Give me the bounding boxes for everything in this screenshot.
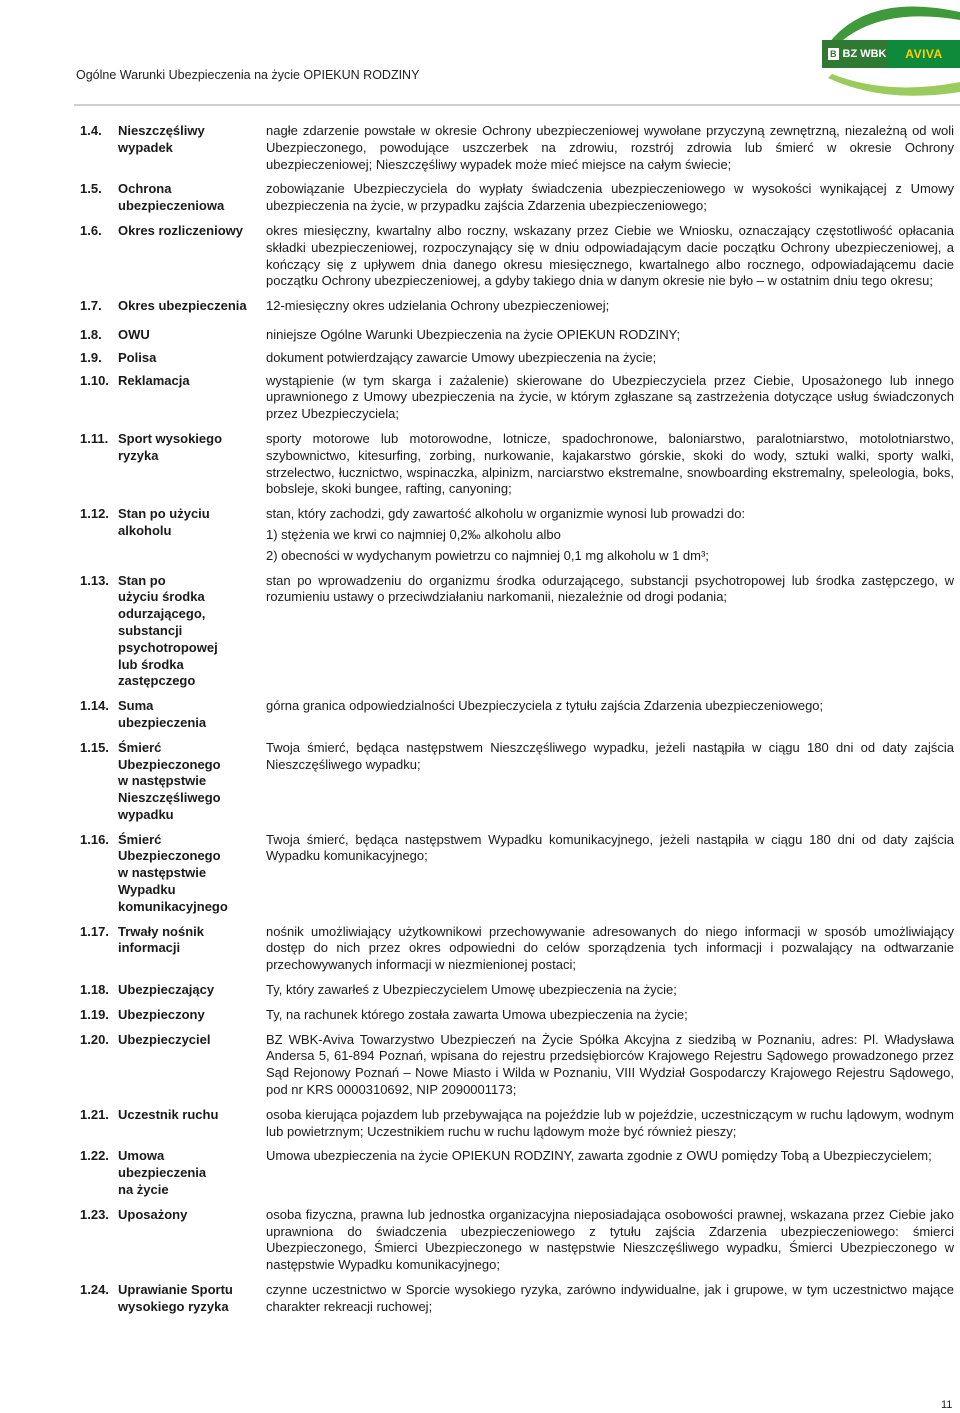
definition-description [262,832,954,916]
header-divider [74,104,960,106]
definition-term-line: Suma [118,698,154,714]
definition-term-line: Umowa [118,1148,165,1164]
definition-term [80,982,262,999]
definition-term-line: Ubezpieczonego [118,756,221,772]
definition-term [80,1148,262,1198]
definition-term [80,1107,262,1141]
definition-term-line: Uprawianie Sportu [118,1282,233,1298]
definition-row [80,1007,952,1024]
definition-row [80,1148,952,1198]
definition-text: Ty, który zawarłeś z Ubezpieczycielem Umowę ubezpieczenia na życie; [266,982,677,998]
definition-row [80,832,952,916]
definition-term-line: substancji [118,622,183,638]
definition-row [80,740,952,824]
definition-term-line: Stan po użyciu [118,506,210,522]
definition-description [262,506,954,564]
definition-text: wystąpienie (w tym skarga i zażalenie) skierowane do Ubezpieczyciela przez Ciebie, Uposażonego lub innego uprawnionego z Umowy ubezpieczenia na życie, w którym zgłaszane są zastrzeżenia dotyczące usług świadczonych przez Ubezpieczyciela; [266,372,954,422]
definition-text: nośnik umożliwiający użytkownikowi przechowywanie adresowanych do niego informacji w sposób umożliwiający dostęp do nich przez okres odpowiedni do celów sporządzenia tych informacji i pozwalający na odtwarzanie przechowywanych informacji w niezmienionej postaci; [266,923,954,973]
definition-term-line: Trwały nośnik [118,923,204,939]
definition-number: 1.21. [80,1106,109,1122]
definition-term-line: Ubezpieczonego [118,848,221,864]
definition-number: 1.17. [80,923,109,939]
definition-description [262,223,954,290]
definition-number: 1.9. [80,349,102,365]
definition-row [80,506,952,564]
definition-row [80,350,952,367]
definition-list-item: 1) stężenia we krwi co najmniej 0,2‰ alkoholu albo [266,526,561,542]
definition-text: niniejsze Ogólne Warunki Ubezpieczenia na życie OPIEKUN RODZINY; [266,326,681,342]
definition-description [262,1207,954,1274]
definition-number: 1.16. [80,831,109,847]
definition-term-line: Ubezpieczający [118,982,215,998]
definition-text: Ty, na rachunek którego została zawarta Umowa ubezpieczenia na życie; [266,1006,688,1022]
definition-term-line: psychotropowej [118,639,218,655]
definition-number: 1.10. [80,372,109,388]
definition-term-line: Śmierć [118,831,162,847]
definition-row [80,1282,952,1316]
bz-mark-icon: B [830,49,837,59]
definition-term [80,573,262,691]
definition-text: zobowiązanie Ubezpieczyciela do wypłaty świadczenia ubezpieczeniowego w wysokości wynikającej z Umowy ubezpieczenia na życie, w przypadku zajścia Zdarzenia ubezpieczeniowego; [266,181,954,214]
definition-text: górna granica odpowiedzialności Ubezpieczyciela z tytułu zajścia Zdarzenia ubezpieczeniowego; [266,698,824,714]
definition-description [262,350,954,367]
definition-term-line: informacji [118,940,181,956]
definition-number: 1.4. [80,123,102,138]
definition-text: Twoja śmierć, będąca następstwem Wypadku komunikacyjnego, jeżeli nastąpiła w ciągu 180 dni od daty zajścia Wypadku komunikacyjnego; [266,831,954,864]
definition-term-line: ubezpieczeniowa [118,198,225,214]
definition-row [80,373,952,423]
aviva-logo [888,40,960,68]
bzwbk-aviva-logo [808,0,960,100]
definition-term-line: alkoholu [118,522,172,538]
definition-description [262,298,954,315]
document-title: Ogólne Warunki Ubezpieczenia na życie OPIEKUN RODZINY [76,68,420,82]
definition-text: nagłe zdarzenie powstałe w okresie Ochrony ubezpieczeniowej wywołane przyczyną zewnętrzną, niezależną od woli Ubezpieczonego, powodujące uszczerbek na zdrowiu, rozstrój zdrowia lub śmierć w okresie Ochrony ubezpieczeniowej; Nieszczęśliwy wypadek może mieć miejsce na całym świecie; [266,123,954,172]
definition-row [80,431,952,498]
definition-term [80,327,262,344]
definition-row [80,327,952,344]
definition-number: 1.5. [80,181,102,197]
definition-number: 1.8. [80,326,102,342]
definition-row [80,1207,952,1274]
definition-description [262,123,954,173]
definition-term [80,298,262,315]
definition-description [262,1107,954,1141]
definition-term-line: Sport wysokiego [118,430,223,446]
definition-term-line: Ubezpieczony [118,1006,205,1022]
definition-number: 1.18. [80,982,109,998]
definition-row [80,298,952,315]
definition-description [262,982,954,999]
definition-term-line: Nieszczęśliwy [118,123,205,138]
definition-term-line: odurzającego, [118,606,206,622]
definition-text: Twoja śmierć, będąca następstwem Nieszczęśliwego wypadku, jeżeli nastąpiła w ciągu 180 dni od daty zajścia Nieszczęśliwego wypadku; [266,739,954,772]
definition-description [262,573,954,691]
definition-text: czynne uczestnictwo w Sporcie wysokiego ryzyka, zarówno indywidualne, jak i grupowe, w tym uczestnictwo mające charakter rekreacji ruchowej; [266,1282,954,1314]
definition-term [80,1207,262,1274]
definition-term-line: ubezpieczenia [118,1165,207,1181]
definition-row [80,982,952,999]
definition-row [80,698,952,732]
definition-term [80,1032,262,1099]
definition-description [262,924,954,974]
definition-term-line: Nieszczęśliwego [118,790,221,806]
definition-term-line: Uczestnik ruchu [118,1106,219,1122]
definition-description [262,373,954,423]
definition-text: okres miesięczny, kwartalny albo roczny, wskazany przez Ciebie we Wniosku, oznaczający częstotliwość opłacania składki ubezpieczeniowej, rozpoczynający się w dniu odpowiadającym dacie początku Ochrony ubezpieczeniowej, a kończący się z upływem dnia danego okresu miesięcznego, kwartalnego albo rocznego, odpowiadającemu dacie początku Ochrony ubezpieczeniowej, a gdyby takiego dnia w danym okresie nie było – w ostatnim dniu tego okresu; [266,222,954,289]
definition-description [262,1032,954,1099]
definition-row [80,181,952,215]
aviva-logo-text: AVIVA [905,47,943,61]
bzwbk-logo [822,40,888,68]
definition-term-line: Stan po [118,572,166,588]
definition-text: Umowa ubezpieczenia na życie OPIEKUN RODZINY, zawarta zgodnie z OWU pomiędzy Tobą a Ubezpieczycielem; [266,1148,932,1164]
definition-term [80,506,262,564]
definition-number: 1.20. [80,1031,109,1047]
definition-term-line: zastępczego [118,673,196,689]
definition-term [80,1282,262,1316]
definition-number: 1.22. [80,1148,109,1164]
logo-band [822,40,960,68]
definition-term-line: Ubezpieczyciel [118,1031,211,1047]
definition-number: 1.19. [80,1006,109,1022]
bzwbk-logo-text: BZ WBK [842,48,887,60]
definition-number: 1.11. [80,430,109,446]
definition-description [262,327,954,344]
definition-term [80,740,262,824]
definition-term-line: w następstwie [118,773,207,789]
definition-term [80,924,262,974]
definition-number: 1.23. [80,1206,109,1222]
definition-term [80,698,262,732]
definition-term-line: komunikacyjnego [118,898,228,914]
definition-text: dokument potwierdzający zawarcie Umowy ubezpieczenia na życie; [266,349,657,365]
definition-text: stan po wprowadzeniu do organizmu środka odurzającego, substancji psychotropowej lub środka zastępczego, w rozumieniu ustawy o przeciwdziałaniu narkomanii, niezależnie od drogi podania; [266,572,954,605]
definition-row [80,123,952,173]
definition-row [80,1032,952,1099]
definition-term [80,832,262,916]
definition-term-line: na życie [118,1182,169,1198]
definition-term-line: wypadku [118,806,174,822]
definition-term-line: Wypadku [118,882,176,898]
definition-description [262,740,954,824]
definition-text: sporty motorowe lub motorowodne, lotnicze, spadochronowe, baloniarstwo, paralotniarstwo, motolotniarstwo, szybownictwo, kitesurfing, zorbing, nurkowanie, kajakarstwo górskie, skoki do wody, sztuki walki, sporty walki, strzelectwo, łucznictwo, wspinaczka, alpinizm, narciarstwo ekstremalne, snowboarding ekstremalny, speleologia, boks, bobsleje, skoki bungee, rafting, canyoning; [266,430,954,497]
definition-number: 1.6. [80,222,102,238]
definition-number: 1.13. [80,572,109,588]
definition-term-line: Uposażony [118,1206,188,1222]
definition-term-line: wysokiego ryzyka [118,1298,229,1314]
page-number: 11 [941,1399,953,1411]
definition-row [80,924,952,974]
definition-row [80,573,952,691]
definition-row [80,223,952,290]
definition-term-line: użyciu środka [118,589,205,605]
definition-term-line: ryzyka [118,447,159,463]
definition-list-item: 2) obecności w wydychanym powietrzu co najmniej 0,1 mg alkoholu w 1 dm³; [266,547,709,563]
definitions-list [80,123,952,1316]
definition-term-line: Okres ubezpieczenia [118,298,247,314]
definition-description [262,1282,954,1316]
definition-number: 1.12. [80,506,109,522]
definition-text: 12-miesięczny okres udzielania Ochrony ubezpieczeniowej; [266,298,610,314]
definition-number: 1.24. [80,1282,109,1298]
definition-term-line: w następstwie [118,865,207,881]
definition-text: osoba fizyczna, prawna lub jednostka organizacyjna nieposiadająca osobowości prawnej, wskazana przez Ciebie jako uprawniona do świadczenia ubezpieczeniowego z tytułu zajścia Zdarzenia ubezpieczeniowego: śmierci Ubezpieczonego, Śmierci Ubezpieczonego w następstwie Nieszczęśliwego wypadku, Śmierci Ubezpieczonego w następstwie Wypadku komunikacyjnego; [266,1206,954,1273]
definition-description [262,1007,954,1024]
definition-term [80,431,262,498]
definition-term [80,1007,262,1024]
definition-term [80,181,262,215]
definition-number: 1.14. [80,698,109,714]
definition-row [80,1107,952,1141]
definition-term-line: Okres rozliczeniowy [118,222,243,238]
definition-term-line: Reklamacja [118,372,190,388]
definition-text: osoba kierująca pojazdem lub przebywająca na pojeździe lub w pojeździe, uczestniczącym w ruchu lądowym, wodnym lub powietrznym; Uczestnikiem ruchu w ruchu lądowym może być również pieszy; [266,1106,954,1139]
definition-term [80,223,262,290]
definition-term-line: Polisa [118,349,157,365]
definition-number: 1.7. [80,298,102,314]
definition-term-line: wypadek [118,139,173,155]
definition-number: 1.15. [80,739,109,755]
definition-term-line: ubezpieczenia [118,714,207,730]
definition-term [80,350,262,367]
definition-description [262,431,954,498]
definition-term-line: lub środka [118,656,184,672]
definition-description [262,181,954,215]
definition-description [262,698,954,732]
definition-term-line: Ochrona [118,181,172,197]
definition-term [80,123,262,173]
definition-term-line: OWU [118,326,150,342]
definition-text: BZ WBK-Aviva Towarzystwo Ubezpieczeń na Życie Spółka Akcyjna z siedzibą w Poznaniu, adres: Pl. Władysława Andersa 5, 61-894 Poznań, wpisana do rejestru przedsiębiorców Krajowego Rejestru Sądowego prowadzonego przez Sąd Rejonowy Poznań – Nowe Miasto i Wilda w Poznaniu, VIII Wydział Gospodarczy Krajowego Rejestru Sądowego, pod nr KRS 0000310692, NIP 2090001173; [266,1031,954,1098]
definition-term-line: Śmierć [118,739,162,755]
definition-term [80,373,262,423]
definition-description [262,1148,954,1198]
definition-text: stan, który zachodzi, gdy zawartość alkoholu w organizmie wynosi lub prowadzi do: [266,506,746,522]
